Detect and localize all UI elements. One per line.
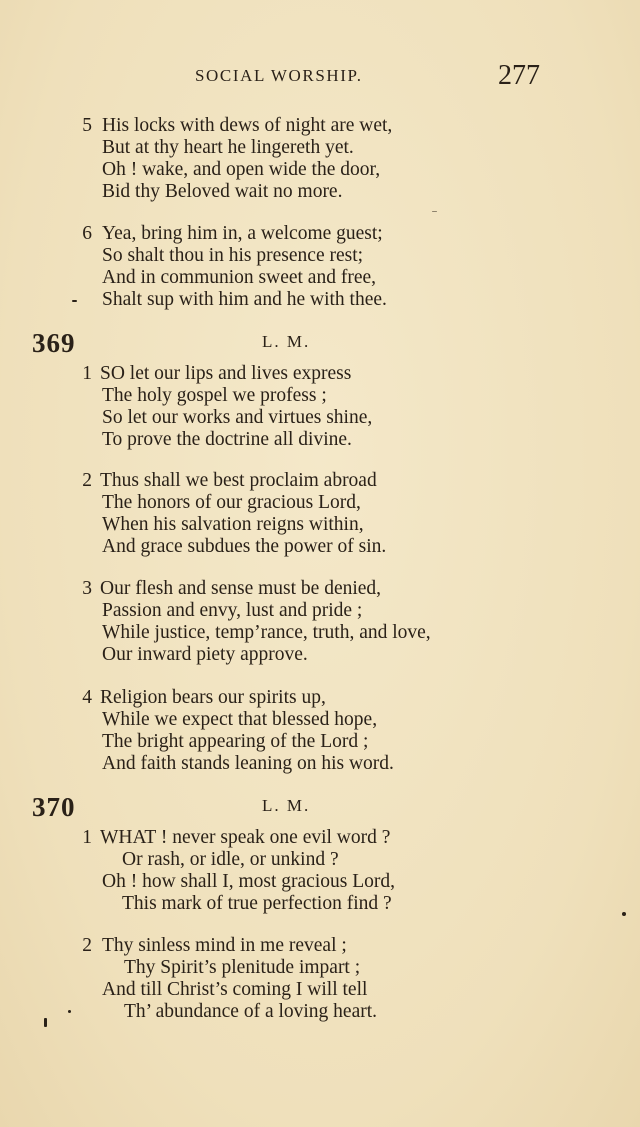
print-speck [622,912,626,916]
stanza-number: 5 [82,115,92,136]
verse-line: Thy sinless mind in me reveal ; [102,935,347,956]
stanza-number: 2 [82,470,92,491]
verse-line: While justice, temp’rance, truth, and love, [102,622,431,643]
verse-line: When his salvation reigns within, [102,514,364,535]
verse-line: While we expect that blessed hope, [102,709,378,730]
verse-line: So let our works and virtues shine, [102,407,373,428]
running-title: SOCIAL WORSHIP. [195,66,363,85]
verse-line: Oh ! how shall I, most gracious Lord, [102,871,395,892]
verse-line: Religion bears our spirits up, [100,687,326,708]
verse-line: WHAT ! never speak one evil word ? [100,827,391,848]
hymn-number-370: 370 [32,792,76,822]
verse-line: SO let our lips and lives express [100,363,352,384]
verse-line: The bright appearing of the Lord ; [102,731,369,752]
page-number: 277 [498,60,540,91]
verse-line: To prove the doctrine all divine. [102,429,352,450]
verse-line: And faith stands leaning on his word. [102,753,394,774]
verse-line: Th’ abundance of a loving heart. [124,1001,378,1022]
verse-line: Yea, bring him in, a welcome guest; [102,223,383,244]
page-header [0,60,640,96]
stanza-number: 4 [82,687,92,708]
verse-line: Passion and envy, lust and pride ; [102,600,363,621]
verse-line: This mark of true perfection find ? [122,893,392,914]
verse-line: Bid thy Beloved wait no more. [102,181,343,202]
verse-line: Thus shall we best proclaim abroad [100,470,377,491]
verse-line: The holy gospel we profess ; [102,385,327,406]
print-speck [72,300,77,302]
stanza-number: 3 [82,578,92,599]
verse-line: So shalt thou in his presence rest; [102,245,364,266]
verse-line: But at thy heart he lingereth yet. [102,137,354,158]
print-speck [44,1018,47,1027]
verse-line: The honors of our gracious Lord, [102,492,361,513]
verse-line: His locks with dews of night are wet, [102,115,393,136]
verse-line: Or rash, or idle, or unkind ? [122,849,339,870]
print-speck [432,211,437,212]
stanza-number: 2 [82,935,92,956]
verse-line: And till Christ’s coming I will tell [102,979,368,1000]
verse-line: And in communion sweet and free, [102,267,377,288]
hymn-number-369: 369 [32,328,76,358]
meter-label: L. M. [262,332,311,351]
verse-line: Thy Spirit’s plenitude impart ; [124,957,361,978]
verse-line: And grace subdues the power of sin. [102,536,387,557]
stanza-number: 1 [82,827,92,848]
print-speck [68,1010,71,1013]
verse-line: Our flesh and sense must be denied, [100,578,382,599]
verse-line: Oh ! wake, and open wide the door, [102,159,381,180]
meter-label: L. M. [262,796,311,815]
stanza-number: 1 [82,363,92,384]
verse-line: Our inward piety approve. [102,644,308,665]
stanza-number: 6 [82,223,92,244]
verse-line: Shalt sup with him and he with thee. [102,289,387,310]
